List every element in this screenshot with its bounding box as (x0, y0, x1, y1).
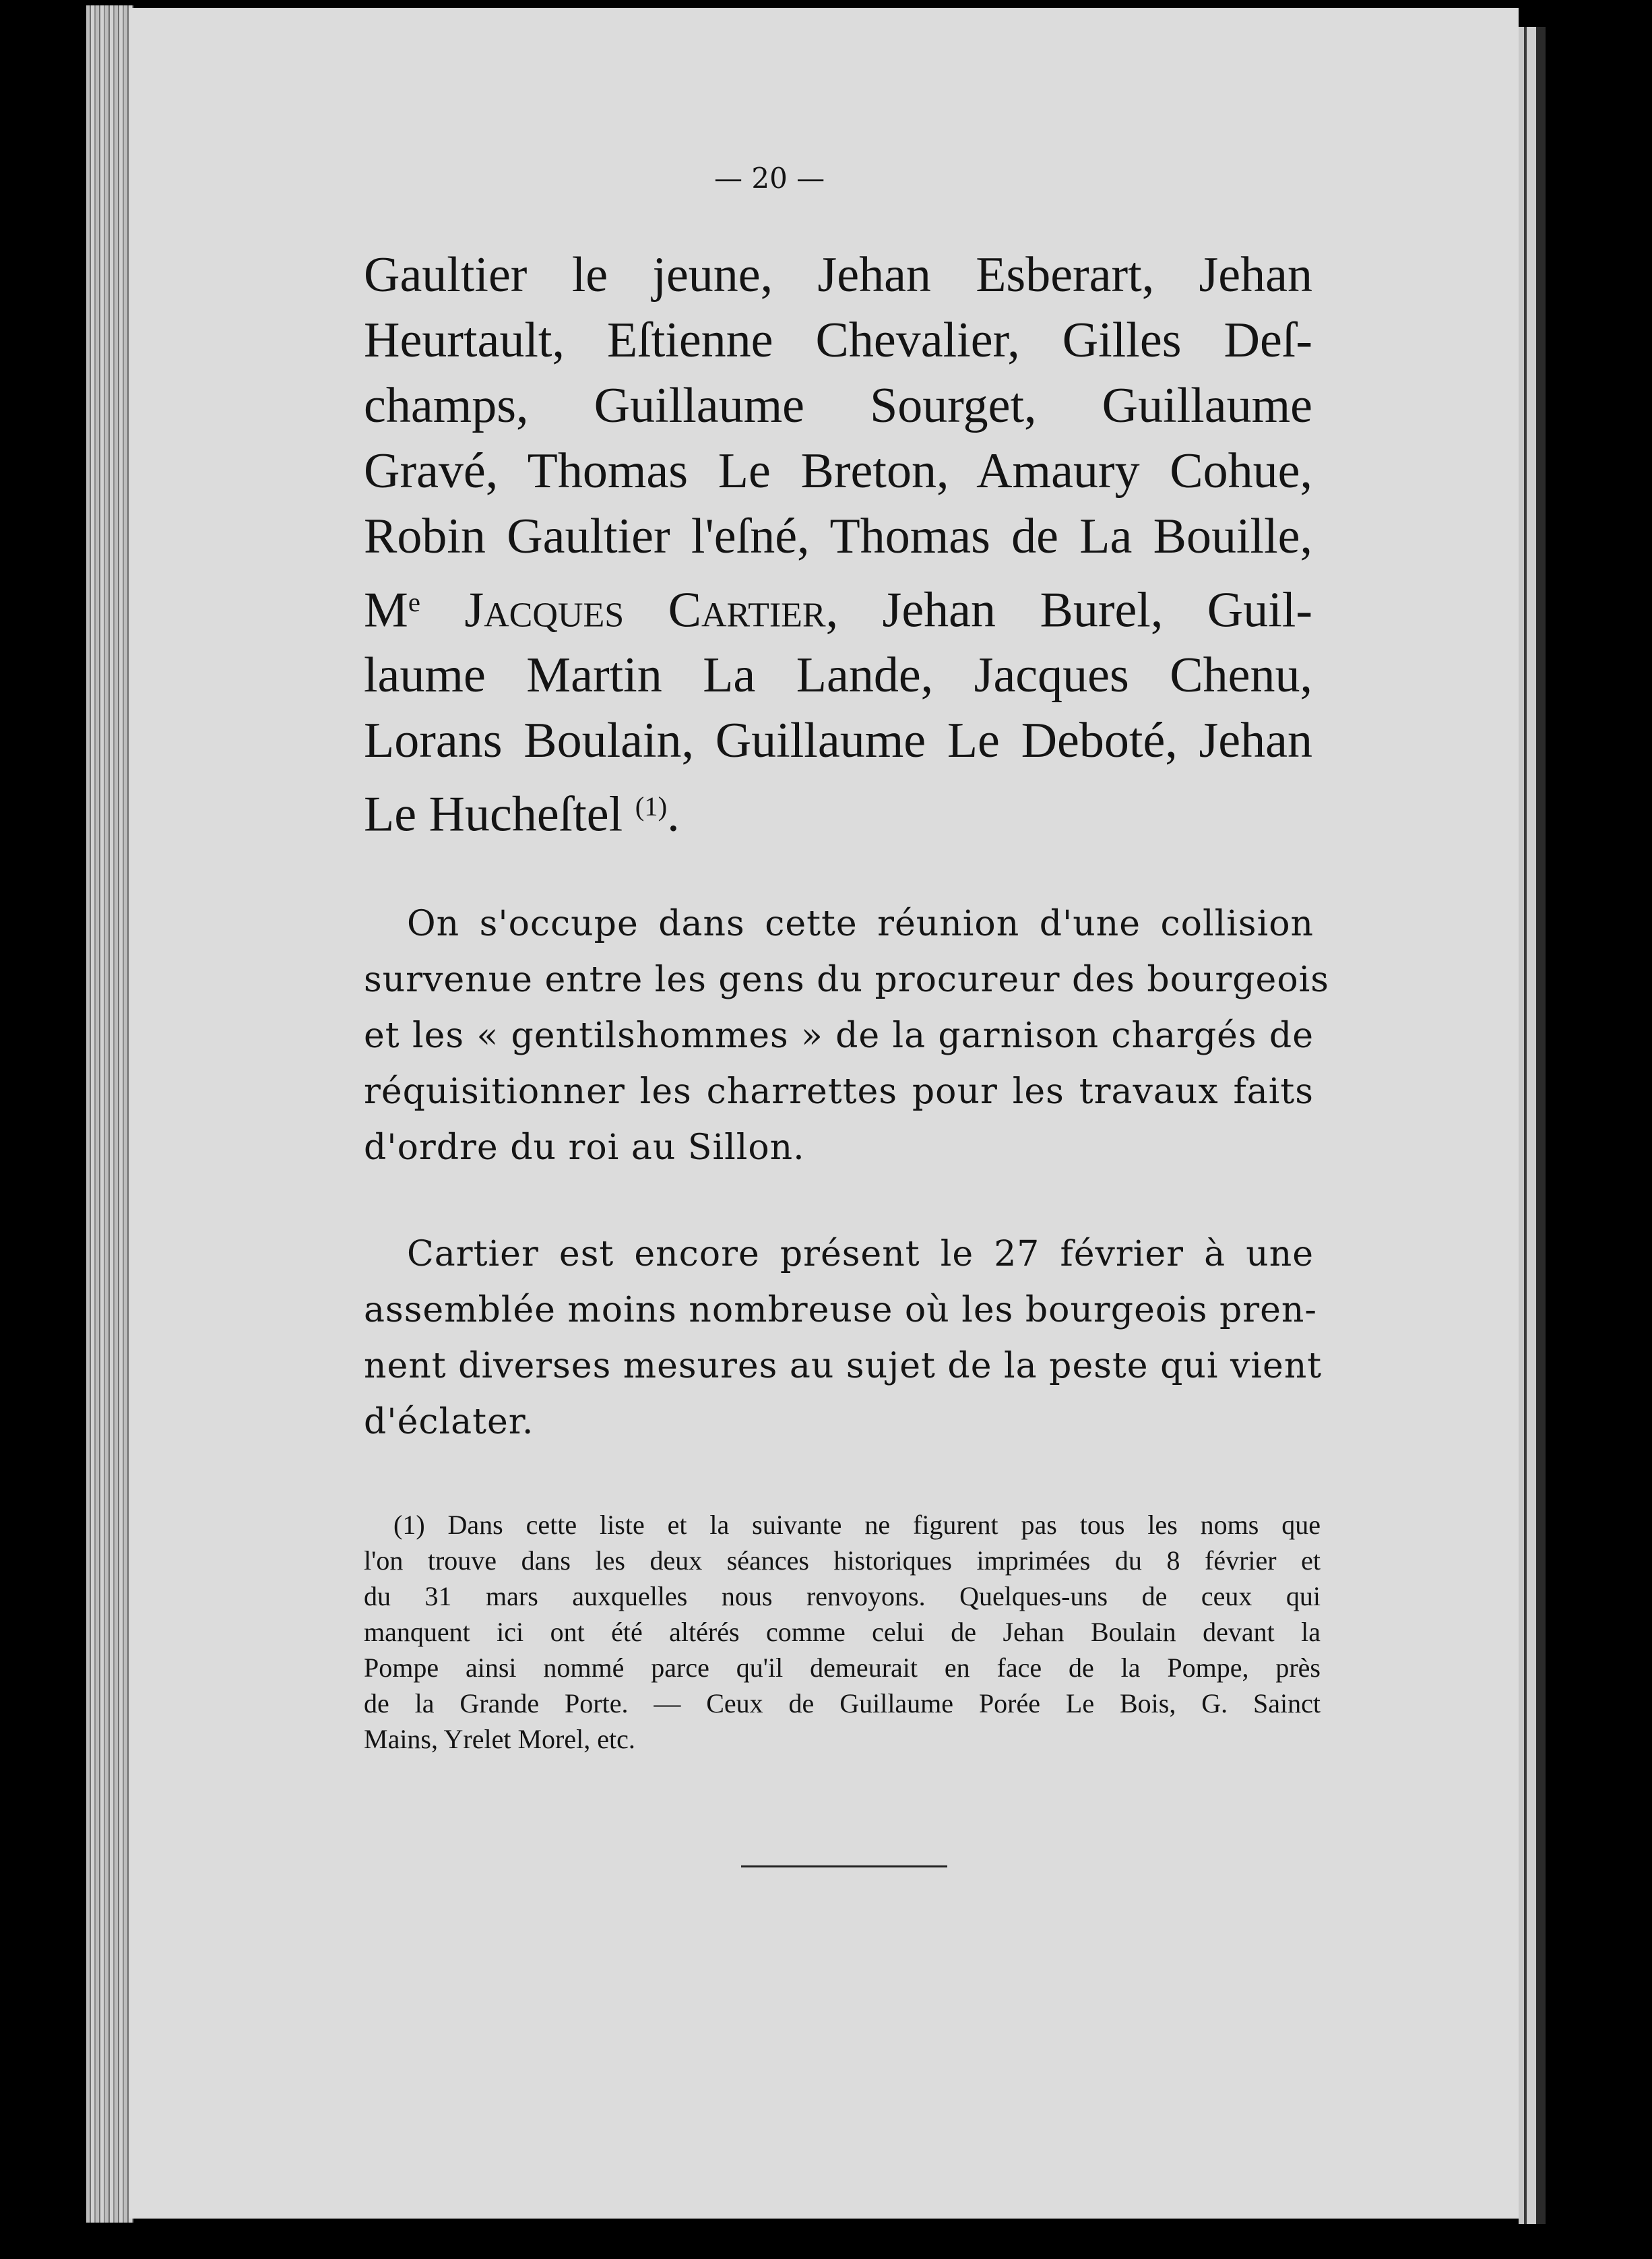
footnote-line: (1) Dans cette liste et la suivante ne figurent pas tous les noms que (393, 1510, 1321, 1540)
footnote-reference: (1) (635, 791, 668, 822)
cartier-line-rest: , Jehan Burel, Guil- (825, 582, 1313, 638)
cartier-name: Jacques Cartier (464, 582, 826, 638)
footnote-line: Mains, Yrelet Morel, etc. (364, 1724, 635, 1754)
last-name: Le Hucheſtel (364, 786, 623, 842)
binding-edge (1519, 27, 1546, 2224)
text-line: Lorans Boulain, Guillaume Le Deboté, Jehan (364, 713, 1312, 769)
footnote-line: du 31 mars auxquelles nous renvoyons. Quelques-uns de ceux qui (364, 1581, 1321, 1611)
text-line: Cartier est encore présent le 27 février à une (407, 1234, 1314, 1274)
last-line-end: . (667, 786, 680, 842)
text-line: laume Martin La Lande, Jacques Chenu, (364, 648, 1312, 704)
text-line: Gaultier le jeune, Jehan Esberart, Jehan (364, 247, 1312, 303)
text-line: champs, Guillaume Sourget, Guillaume (364, 378, 1312, 433)
footnote-line: de la Grande Porte. — Ceux de Guillaume Porée Le Bois, G. Sainct (364, 1688, 1321, 1719)
text-line: Heurtault, Eſtienne Chevalier, Gilles Deſ- (364, 313, 1312, 368)
text-line: d'ordre du roi au Sillon. (364, 1127, 805, 1168)
text-line: survenue entre les gens du procureur des bourgeois (364, 960, 1329, 1000)
paragraph-plague (364, 1227, 1323, 1450)
text-line: On s'occupe dans cette réunion d'une collision (407, 904, 1314, 944)
footnote-line: l'on trouve dans les deux séances historiques imprimées du 8 février et (364, 1545, 1321, 1576)
names-list (364, 243, 1312, 848)
title-abbrev: M (364, 582, 408, 638)
text-line: Robin Gaultier l'eſné, Thomas de La Bouille, (364, 509, 1312, 564)
text-line: et les « gentilshommes » de la garnison chargés de (364, 1016, 1314, 1056)
text-line-last (364, 774, 1312, 847)
page-number: — 20 — (714, 162, 825, 195)
end-rule (741, 1865, 947, 1867)
text-line: d'éclater. (364, 1402, 534, 1442)
text-line: nent diverses mesures au sujet de la peste qui vient (364, 1346, 1323, 1386)
footnote (364, 1507, 1321, 1757)
text-line: Gravé, Thomas Le Breton, Amaury Cohue, (364, 443, 1312, 499)
footnote-line: manquent ici ont été altérés comme celui de Jehan Boulain devant la (364, 1617, 1321, 1647)
text-line: assemblée moins nombreuse où les bourgeois pren- (364, 1290, 1317, 1330)
paragraph-collision (364, 896, 1329, 1176)
footnote-line: Pompe ainsi nommé parce qu'il demeurait en face de la Pompe, près (364, 1652, 1321, 1683)
title-superscript: e (408, 587, 420, 617)
page-edges (86, 5, 133, 2223)
text-line: réquisitionner les charrettes pour les travaux faits (364, 1072, 1314, 1112)
cartier-line (364, 569, 1312, 643)
